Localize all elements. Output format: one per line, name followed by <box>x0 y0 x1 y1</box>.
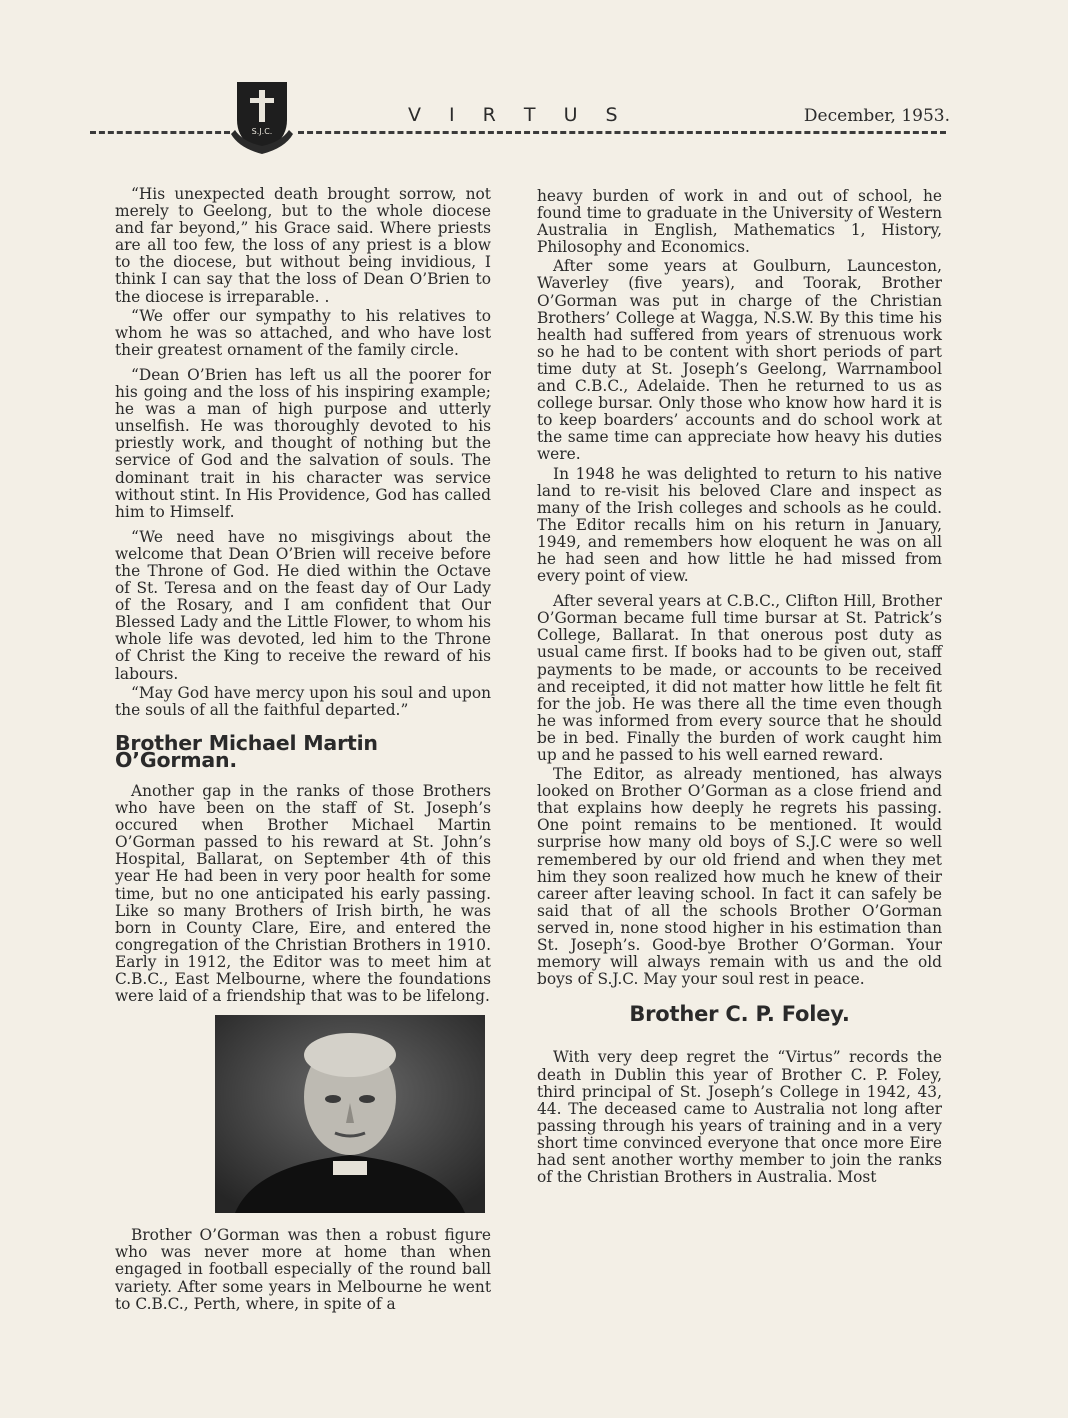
issue-date: December, 1953. <box>803 106 950 126</box>
crest-label: S.J.C. <box>251 127 273 136</box>
right-column <box>537 188 942 1194</box>
obituary-heading-foley: Brother C. P. Foley. <box>629 1002 850 1027</box>
paragraph: “May God have mercy upon his soul and upon the souls of all the faithful departed.” <box>115 683 491 719</box>
paragraph: In 1948 he was delighted to return to his native land to re-visit his beloved Clare and inspect as many of the Irish colleges and schools as he could. The Editor recalls him on his return in January, 1949, and remembers how eloquent he was on all he had seen and how little he had missed from every point of view. <box>537 464 942 586</box>
portrait-illustration <box>215 1015 485 1213</box>
masthead-title: V I R T U S <box>408 104 629 126</box>
paragraph: After some years at Goulburn, Launceston, Waverley (five years), and Toorak, Brother O’Gorman was put in charge of the Christian Brothers’ College at Wagga, N.S.W. By this time his health had suffered from years of strenuous work so he had to be content with short periods of part time duty at St. Joseph’s Geelong, Warrnambool and C.B.C., Adelaide. Then he returned to us as college bursar. Only those who know how hard it is to keep boarders’ accounts and do school work at the same time can appreciate how heavy his duties were. <box>537 257 942 464</box>
paragraph: “His unexpected death brought sorrow, not merely to Geelong, but to the whole diocese and far beyond,” his Grace said. Where priests are all too few, the loss of any priest is a blow to the diocese, but without being invidious, I think I can say that the loss of Dean O’Brien to the diocese is irreparable. . <box>115 185 491 306</box>
paragraph: Another gap in the ranks of those Brothers who have been on the staff of St. Joseph’s occured when Brother Michael Martin O’Gorman passed to his reward at St. John’s Hospital, Ballarat, on September 4th of this year He had been in very poor health for some time, but no one anticipated his early passing. Like so many Brothers of Irish birth, he was born in County Clare, Eire, and entered the congregation of the Christian Brothers in 1910. Early in 1912, the Editor was to meet him at C.B.C., East Melbourne, where the foundations were laid of a friendship that was to be lifelong. <box>115 782 491 1006</box>
obituary-heading-ogorman: Brother Michael Martin O’Gorman. <box>115 730 378 772</box>
left-column <box>115 186 491 1321</box>
paragraph: “We offer our sympathy to his relatives to whom he was so attached, and who have lost their greatest ornament of the family circle. <box>115 306 491 359</box>
header-rule-right <box>298 131 946 134</box>
paragraph: “We need have no misgivings about the welcome that Dean O’Brien will receive before the Throne of God. He died within the Octave of St. Teresa and on the feast day of Our Lady of the Rosary, and I am confident that Our Blessed Lady and the Little Flower, to whom his whole life was devoted, led him to the Throne of Christ the King to receive the reward of his labours. <box>115 527 491 683</box>
paragraph: After several years at C.B.C., Clifton Hill, Brother O’Gorman became full time bursar at St. Patrick’s College, Ballarat. In that onerous post duty as usual came first. If books had to be given out, staff payments to be made, or accounts to be received and receipted, it did not matter how little he felt fit for the job. He was there all the time even though he was informed from every source that he should be in bed. Finally the burden of work caught him up and he passed to his well earned reward. <box>537 592 942 764</box>
paragraph: The Editor, as already mentioned, has always looked on Brother O’Gorman as a close friend and that explains how deeply he regrets his passing. One point remains to be mentioned. It would surprise how many old boys of S.J.C were so well remembered by our old friend and when they met him they soon realized how much he knew of their career after leaving school. In fact it can safely be said that of all the schools Brother O’Gorman served in, none stood higher in his estimation than St. Joseph’s. Good-bye Brother O’Gorman. Your memory will always remain with us and the old boys of S.J.C. May your soul rest in peace. <box>537 765 942 989</box>
paragraph: “Dean O’Brien has left us all the poorer for his going and the loss of his inspiring example; he was a man of high purpose and utterly unselfish. He was thoroughly devoted to his priestly work, and thought of nothing but the service of God and the salvation of souls. The dominant trait in his character was service without stint. In His Providence, God has called him to Himself. <box>115 365 491 521</box>
paragraph: heavy burden of work in and out of school, he found time to graduate in the University of Western Australia in English, Mathematics 1, History, Philosophy and Economics. <box>537 187 942 257</box>
portrait-photo <box>215 1015 485 1213</box>
paragraph: Brother O’Gorman was then a robust figure who was never more at home than when engaged in football especially of the round ball variety. After some years in Melbourne he went to C.B.C., Perth, where, in spite of a <box>115 1226 491 1313</box>
header-rule-left <box>90 131 230 134</box>
school-crest-icon <box>229 76 295 156</box>
paragraph: With very deep regret the “Virtus” records the death in Dublin this year of Brother C. P. Foley, third principal of St. Joseph’s College in 1942, 43, 44. The deceased came to Australia not long after passing through his years of training and in a very short time convinced everyone that once more Eire had sent another worthy member to join the ranks of the Christian Brothers in Australia. Most <box>537 1048 942 1187</box>
